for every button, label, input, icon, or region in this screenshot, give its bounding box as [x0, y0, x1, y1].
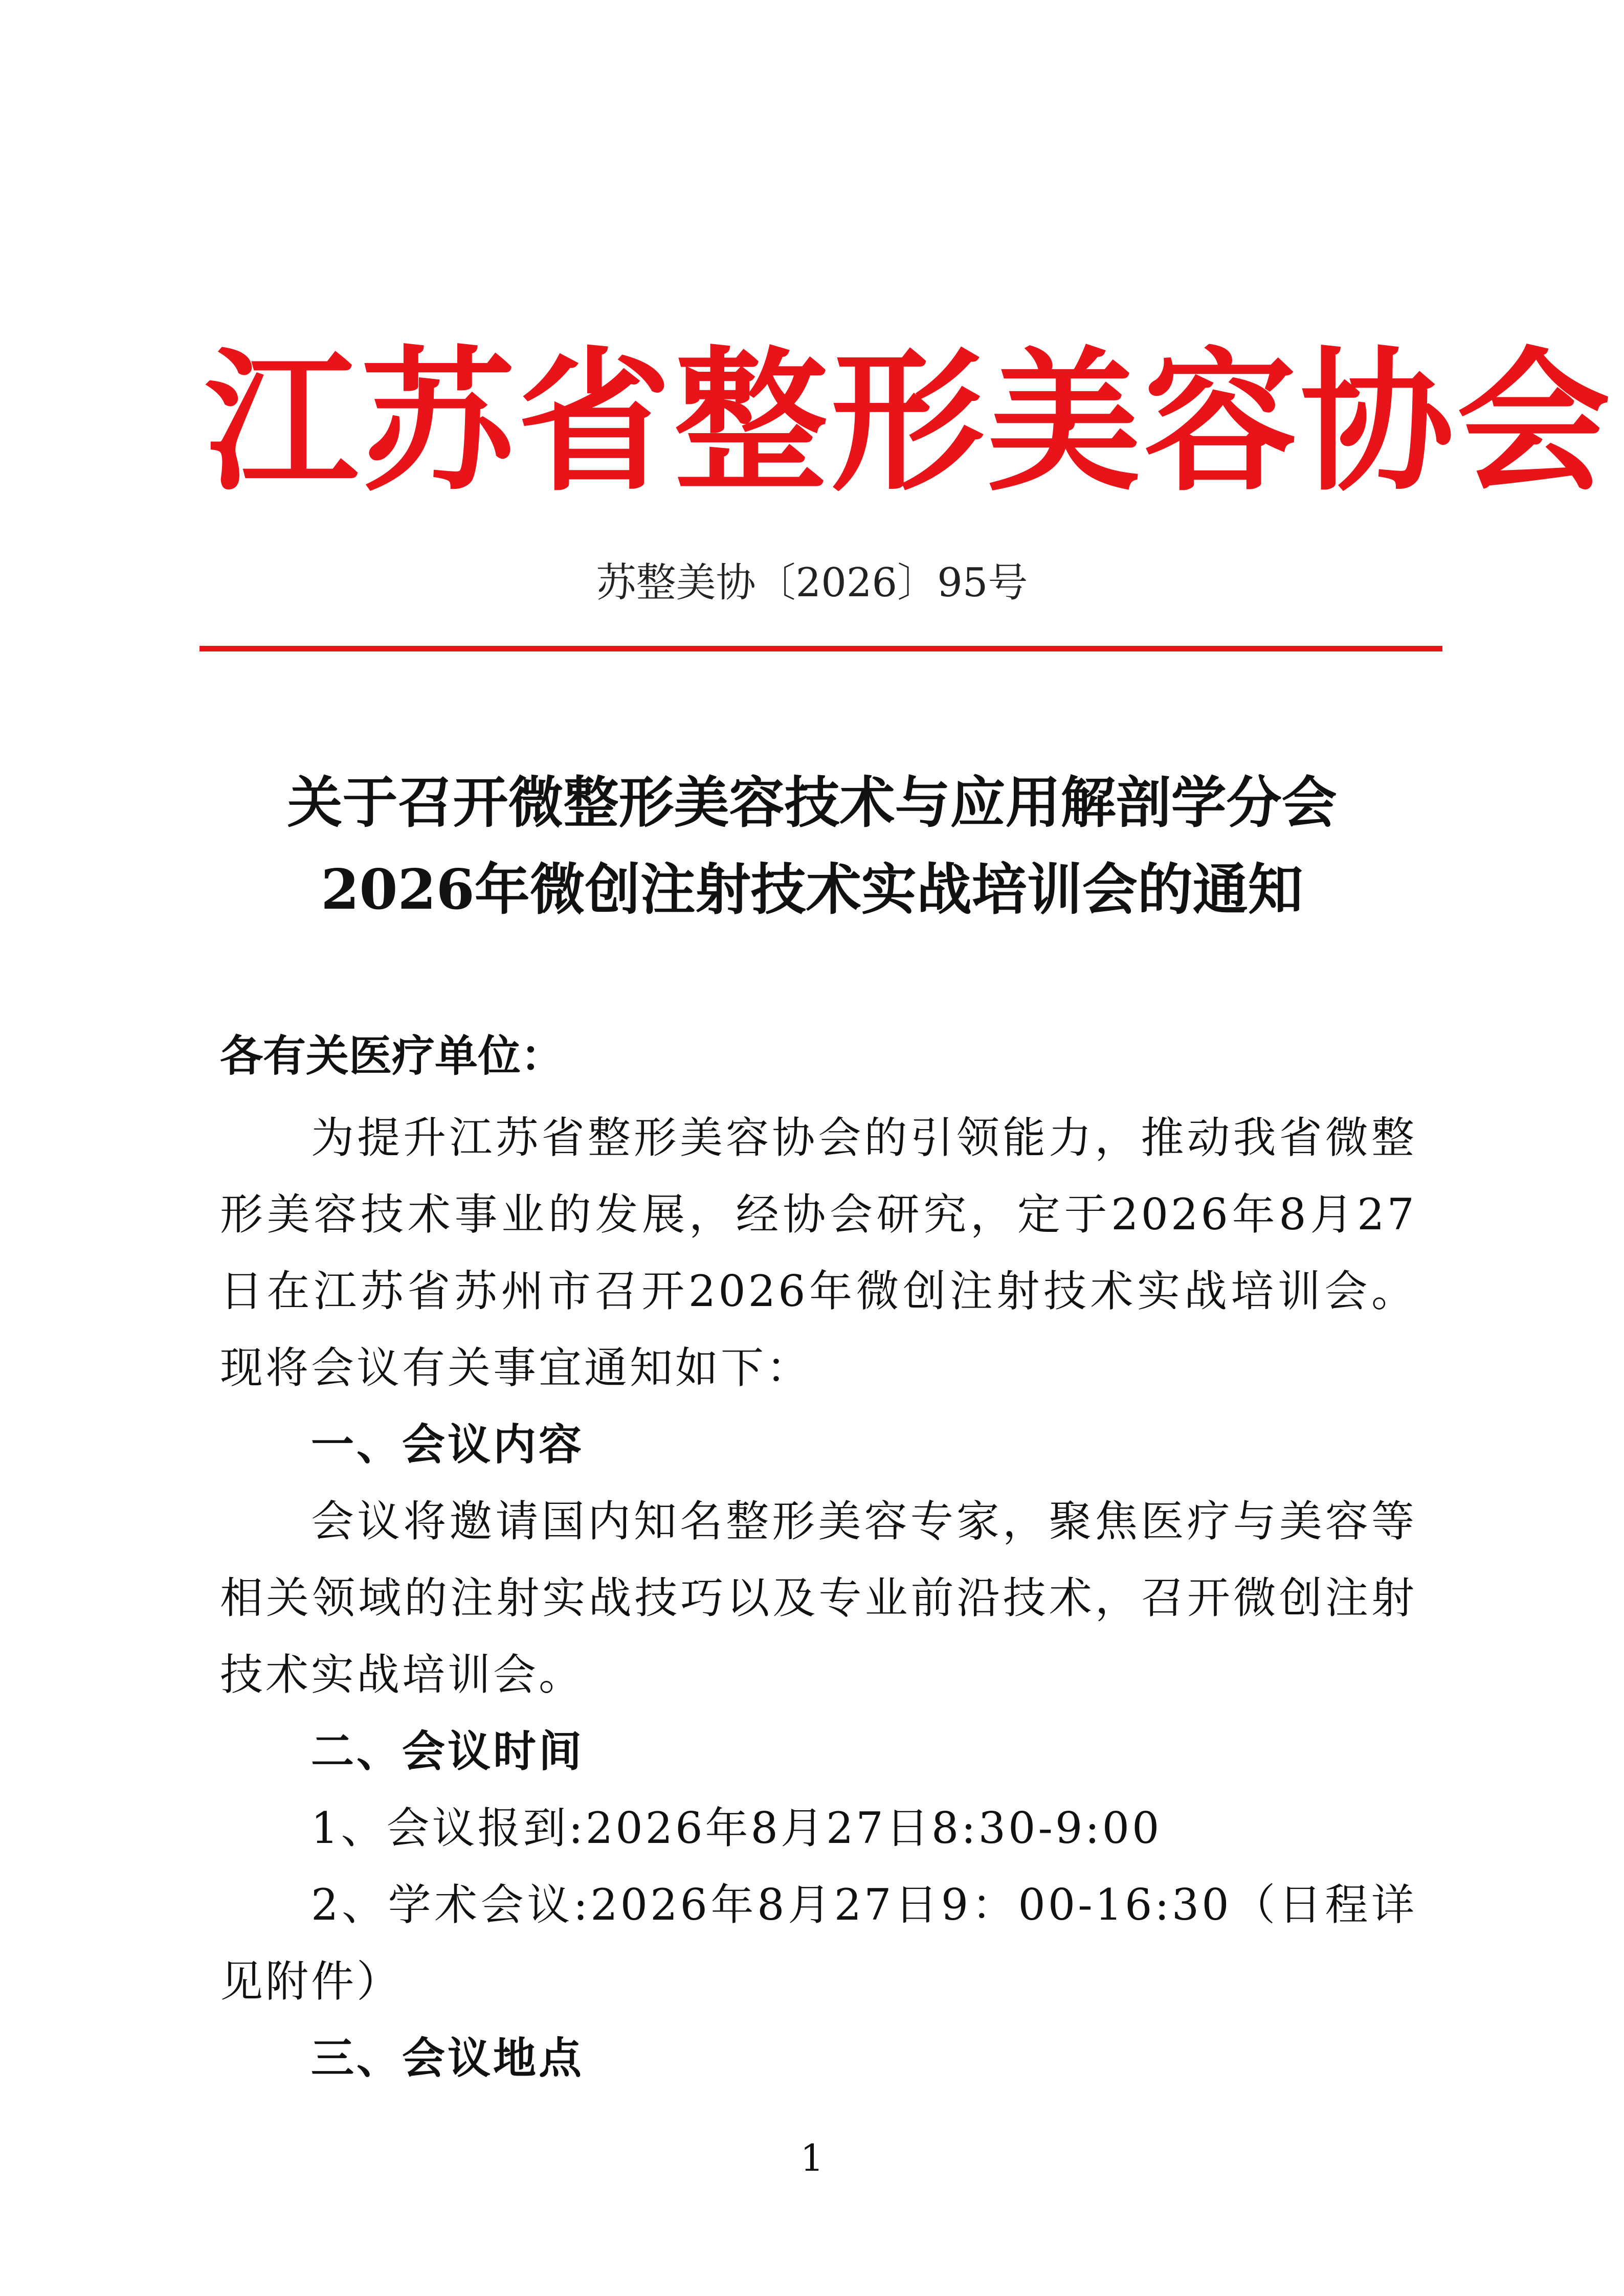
notice-headline-line-1: 关于召开微整形美容技术与应用解剖学分会 — [287, 771, 1337, 835]
section-heading-content: 一、会议内容 — [311, 1419, 585, 1470]
red-divider-line — [199, 646, 1442, 651]
time-item-academic: 2、学术会议:2026年8月27日9：00-16:30（日程详见附件） — [220, 1880, 1417, 2007]
intro-paragraph: 为提升江苏省整形美容协会的引领能力，推动我省微整形美容技术事业的发展，经协会研究，定于2026年8月27日在江苏省苏州市召开2026年微创注射技术实战培训会。现将会议有关事宜通知如下： — [220, 1113, 1417, 1393]
section-content-paragraph: 会议将邀请国内知名整形美容专家，聚焦医疗与美容等相关领域的注射实战技巧以及专业前沿技术，召开微创注射技术实战培训会。 — [220, 1496, 1417, 1700]
page-number: 1 — [800, 2136, 824, 2179]
org-name-title: 江苏省整形美容协会 — [205, 331, 1613, 512]
time-item-registration: 1、会议报到:2026年8月27日8:30-9:00 — [311, 1803, 1162, 1853]
document-number: 苏整美协〔2026〕95号 — [596, 560, 1028, 606]
document-body — [220, 1099, 1417, 2097]
notice-headline-line-2: 2026年微创注射技术实战培训会的通知 — [321, 858, 1303, 922]
salutation: 各有关医疗单位： — [220, 1030, 564, 1081]
section-heading-time: 二、会议时间 — [311, 1726, 585, 1776]
section-heading-location: 三、会议地点 — [311, 2033, 585, 2083]
